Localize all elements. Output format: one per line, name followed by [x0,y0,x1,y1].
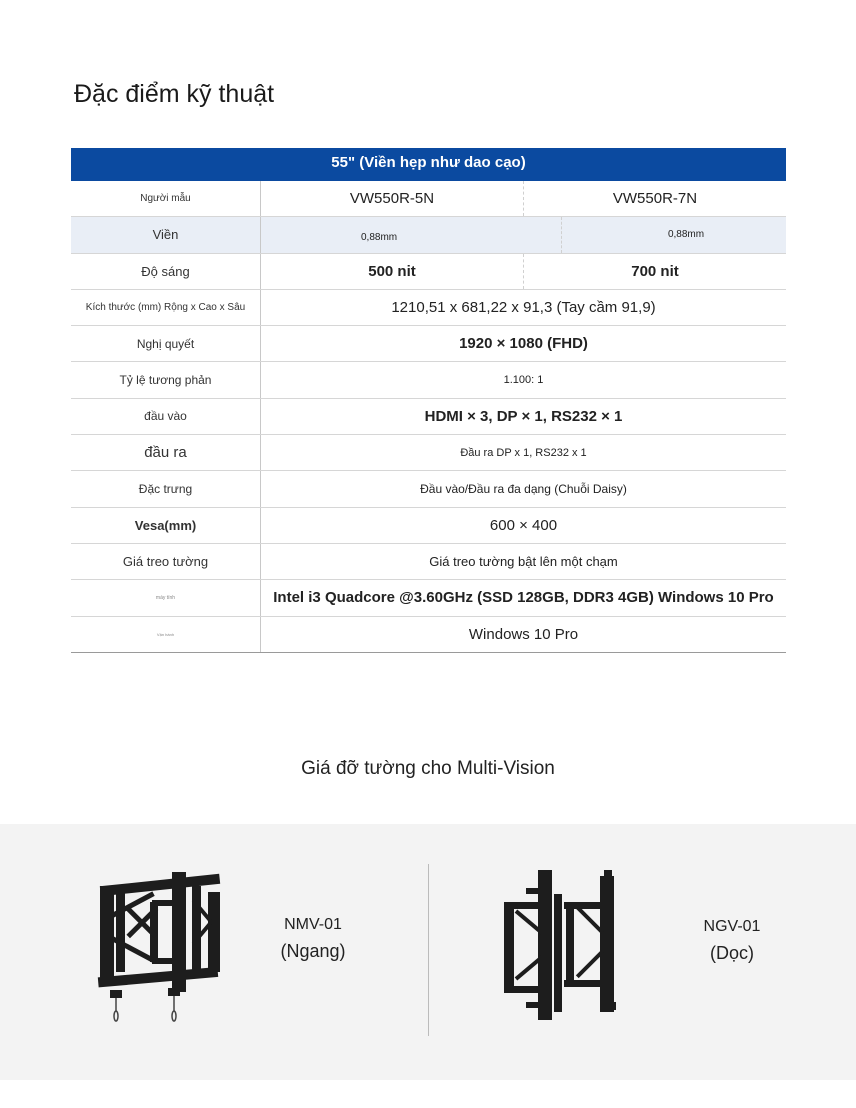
spec-table [71,148,786,653]
page-title: Đặc điểm kỹ thuật [74,80,275,108]
row-label: Viền [71,217,261,252]
product-ngv-01 [680,914,784,966]
row-label: Vận hành [71,617,261,652]
spec-table-header: 55" (Viền hẹp như dao cạo) [71,148,786,181]
row-value: 600 × 400 [489,516,558,534]
bezel-7n: 0,88mm [561,217,786,252]
model-7n: VW550R-7N [523,181,786,216]
row-value: 1920 × 1080 (FHD) [459,335,588,353]
product-code: NGV-01 [703,918,761,935]
brightness-5n: 500 nit [368,262,416,280]
mounts-band [0,824,856,1080]
divider [428,864,429,1036]
spec-row-features [71,471,786,507]
ngv-01-mount-image [502,862,626,1026]
spec-row-input [71,399,786,435]
model-5n: VW550R-5N [349,190,435,208]
row-label: Độ sáng [71,254,261,289]
spec-row-resolution [71,326,786,362]
row-label: Vesa(mm) [71,508,261,543]
product-nmv-01 [258,912,368,964]
row-label: đầu vào [71,399,261,434]
nmv-01-mount-image [96,862,224,1022]
spec-row-os [71,617,786,653]
spec-row-dimensions [71,290,786,326]
row-value: Windows 10 Pro [468,625,579,643]
mounts-title: Giá đỡ tường cho Multi-Vision [301,758,555,779]
spec-row-wallmount [71,544,786,580]
row-label: Giá treo tường [71,544,261,579]
spec-row-pc [71,580,786,616]
row-label: Tỷ lệ tương phản [71,362,261,397]
row-value: Đầu ra DP x 1, RS232 x 1 [460,446,587,459]
row-value: 1210,51 x 681,22 x 91,3 (Tay cầm 91,9) [391,299,656,317]
product-code: NMV-01 [284,916,342,933]
spec-row-bezel [71,217,786,253]
spec-row-contrast [71,362,786,398]
row-label: Người mẫu [71,181,261,216]
row-label: Đặc trưng [71,471,261,506]
row-label: Nghị quyết [71,326,261,361]
row-value: Giá treo tường bật lên một chạm [429,554,618,570]
row-label: Kích thước (mm) Rộng x Cao x Sâu [71,290,261,325]
bezel-5n: 0,88mm [361,232,398,244]
row-label: máy tính [71,580,261,615]
spec-row-output [71,435,786,471]
brightness-7n: 700 nit [523,254,786,289]
product-orientation: (Dọc) [710,943,754,963]
spec-row-model [71,181,786,217]
spec-row-vesa [71,508,786,544]
row-value: Đầu vào/Đầu ra đa dạng (Chuỗi Daisy) [420,482,627,497]
row-value: HDMI × 3, DP × 1, RS232 × 1 [424,407,623,425]
row-label: đầu ra [71,435,261,470]
product-orientation: (Ngang) [280,941,346,961]
spec-row-brightness [71,254,786,290]
row-value: 1.100: 1 [503,374,544,387]
row-value: Intel i3 Quadcore @3.60GHz (SSD 128GB, DDR3 4GB) Windows 10 Pro [273,589,774,607]
